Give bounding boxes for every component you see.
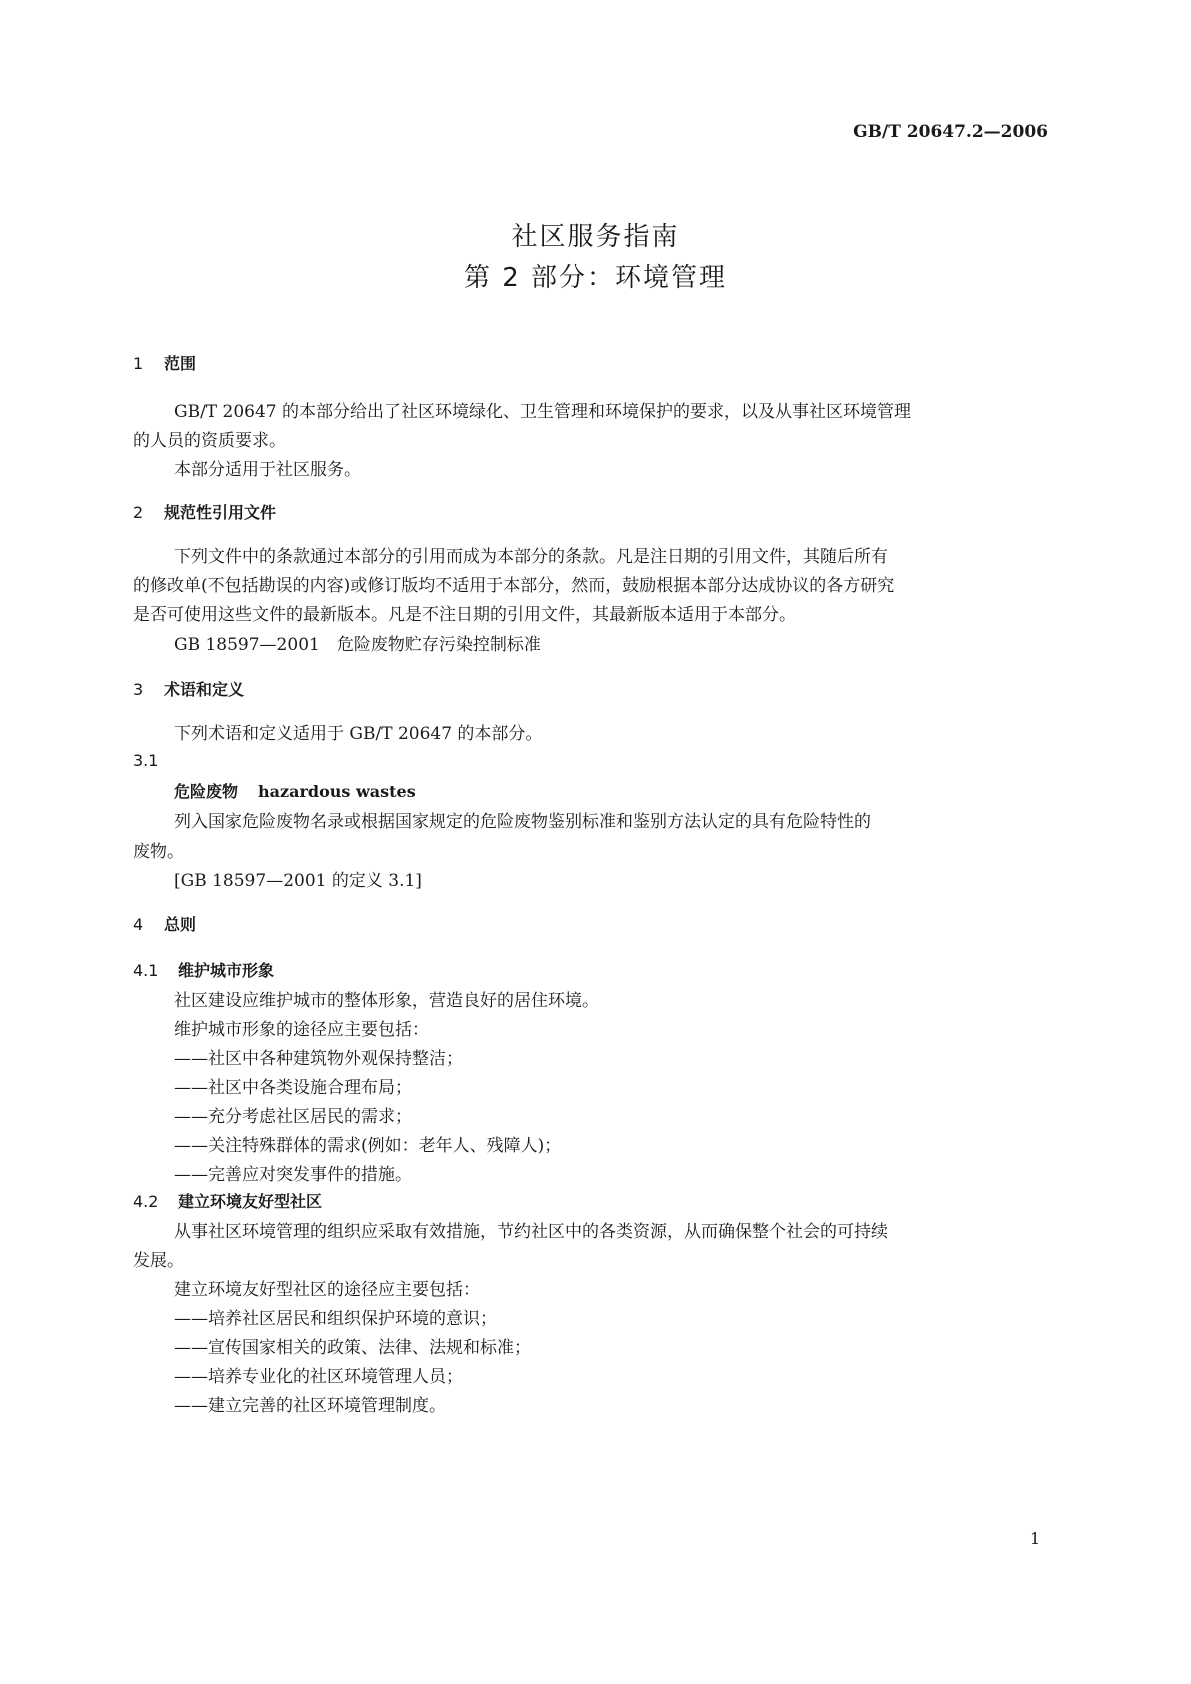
list-item: ——社区中各类设施合理布局； [174,1078,412,1098]
paragraph-continuation: 的修改单(不包括勘误的内容)或修订版均不适用于本部分，然而，鼓励根据本部分达成协议的各方研究 [133,576,895,596]
list-item: ——社区中各种建筑物外观保持整洁； [174,1049,463,1069]
section-title: 总则 [164,915,197,934]
paragraph-continuation: 是否可使用这些文件的最新版本。凡是不注日期的引用文件，其最新版本适用于本部分。 [133,605,796,625]
subsection-number: 4.2 [133,1192,159,1211]
list-item: ——培养社区居民和组织保护环境的意识； [174,1309,497,1329]
paragraph: 下列文件中的条款通过本部分的引用而成为本部分的条款。凡是注日期的引用文件，其随后所有 [174,547,888,567]
section-4-heading [133,912,196,935]
section-title: 规范性引用文件 [164,503,277,522]
paragraph: GB/T 20647 的本部分给出了社区环境绿化、卫生管理和环境保护的要求，以及从事社区环境管理 [174,402,912,422]
paragraph: 从事社区环境管理的组织应采取有效措施，节约社区中的各类资源，从而确保整个社会的可持续 [174,1222,888,1242]
term-number: 3.1 [133,751,159,770]
list-item: ——宣传国家相关的政策、法律、法规和标准； [174,1338,531,1358]
list-item: ——培养专业化的社区环境管理人员； [174,1367,463,1387]
list-item: ——建立完善的社区环境管理制度。 [174,1396,446,1416]
document-title: 社区服务指南 [511,222,680,252]
term-chinese: 危险废物 [174,782,239,801]
normative-reference: GB 18597—2001 危险废物贮存污染控制标准 [174,635,541,655]
standard-code: GB/T 20647.2—2006 [853,122,1048,142]
paragraph-continuation: 的人员的资质要求。 [133,431,286,451]
subsection-title: 维护城市形象 [178,961,275,980]
section-number: 3 [133,680,144,699]
document-subtitle: 第 2 部分：环境管理 [463,263,728,293]
list-item: ——充分考虑社区居民的需求； [174,1107,412,1127]
section-3-heading [133,677,244,700]
section-number: 2 [133,503,144,522]
section-number: 1 [133,354,144,373]
subsection-title: 建立环境友好型社区 [178,1192,323,1211]
term-entry [174,779,416,802]
section-title: 术语和定义 [164,680,245,699]
section-title: 范围 [164,354,197,373]
subsection-4-2-heading [133,1189,322,1212]
paragraph: 社区建设应维护城市的整体形象，营造良好的居住环境。 [174,991,599,1011]
page-number: 1 [1030,1529,1041,1548]
section-number: 4 [133,915,144,934]
term-source: [GB 18597—2001 的定义 3.1] [174,871,422,891]
section-1-heading [133,351,196,374]
term-english: hazardous wastes [258,782,416,801]
paragraph: 本部分适用于社区服务。 [174,460,361,480]
subsection-4-1-heading [133,958,274,981]
paragraph: 维护城市形象的途径应主要包括： [174,1020,429,1040]
term-definition: 列入国家危险废物名录或根据国家规定的危险废物鉴别标准和鉴别方法认定的具有危险特性的 [174,812,871,832]
term-definition-continuation: 废物。 [133,842,184,862]
paragraph: 建立环境友好型社区的途径应主要包括： [174,1280,480,1300]
list-item: ——关注特殊群体的需求(例如：老年人、残障人)； [174,1136,562,1156]
paragraph-continuation: 发展。 [133,1251,184,1271]
subsection-number: 4.1 [133,961,159,980]
section-2-heading [133,500,276,523]
paragraph: 下列术语和定义适用于 GB/T 20647 的本部分。 [174,724,543,744]
list-item: ——完善应对突发事件的措施。 [174,1165,412,1185]
